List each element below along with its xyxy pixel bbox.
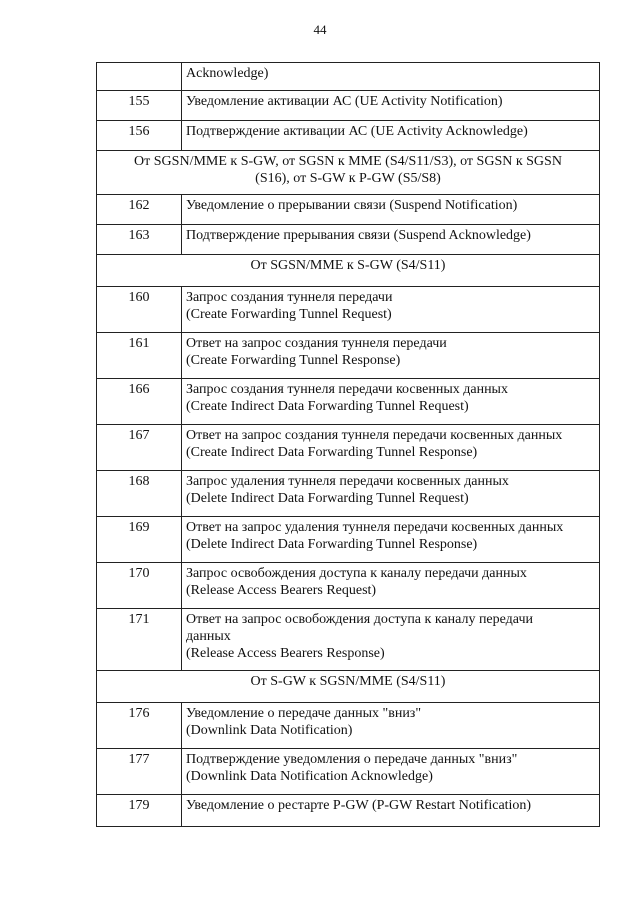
- message-name-line: Подтверждение уведомления о передаче данных "вниз": [186, 752, 518, 767]
- table-row: [97, 195, 600, 225]
- message-name-cell: [182, 91, 600, 121]
- message-name-cell: [182, 287, 600, 333]
- table-row: [97, 471, 600, 517]
- message-name-line: (Release Access Bearers Response): [186, 646, 385, 661]
- section-header: [97, 671, 600, 703]
- message-code-cell: 171: [97, 609, 182, 671]
- table-row: [97, 63, 600, 91]
- table-body: [97, 63, 600, 827]
- message-name-line: (Create Forwarding Tunnel Request): [186, 307, 392, 322]
- message-code-cell: 170: [97, 563, 182, 609]
- section-header-line: От S-GW к SGSN/MME (S4/S11): [250, 674, 446, 689]
- message-name-cell: [182, 609, 600, 671]
- table-row: [97, 795, 600, 827]
- table-row: [97, 563, 600, 609]
- section-header-line: (S16), от S-GW к P-GW (S5/S8): [255, 171, 441, 186]
- message-name-line: Подтверждение прерывания связи (Suspend Acknowledge): [186, 228, 531, 243]
- message-name-cell: [182, 517, 600, 563]
- message-code-cell: 155: [97, 91, 182, 121]
- message-name-cell: [182, 379, 600, 425]
- message-code-cell: 162: [97, 195, 182, 225]
- table-row: [97, 121, 600, 151]
- message-code-cell: 160: [97, 287, 182, 333]
- page-number: 44: [313, 22, 327, 37]
- message-name-cell: [182, 425, 600, 471]
- message-code-cell: 166: [97, 379, 182, 425]
- section-header-row: [97, 671, 600, 703]
- table-row: [97, 517, 600, 563]
- message-name-line: Запрос удаления туннеля передачи косвенных данных: [186, 474, 509, 489]
- message-code-cell: 179: [97, 795, 182, 827]
- message-name-line: Уведомление активации АС (UE Activity Notification): [186, 94, 503, 109]
- table-row: [97, 609, 600, 671]
- message-code-cell: 161: [97, 333, 182, 379]
- message-name-line: (Downlink Data Notification): [186, 723, 353, 738]
- message-code-cell: 167: [97, 425, 182, 471]
- table-row: [97, 749, 600, 795]
- section-header-line: От SGSN/MME к S-GW, от SGSN к MME (S4/S11/S3), от SGSN к SGSN: [134, 154, 562, 169]
- message-name-line: Запрос создания туннеля передачи косвенных данных: [186, 382, 508, 397]
- message-name-line: данных: [186, 629, 231, 644]
- message-name-line: Запрос освобождения доступа к каналу передачи данных: [186, 566, 527, 581]
- message-name-line: (Create Indirect Data Forwarding Tunnel Request): [186, 399, 469, 414]
- message-code-cell: 156: [97, 121, 182, 151]
- section-header-row: [97, 255, 600, 287]
- table-row: [97, 333, 600, 379]
- message-code-cell: [97, 63, 182, 91]
- message-name-line: Запрос создания туннеля передачи: [186, 290, 393, 305]
- message-name-cell: [182, 121, 600, 151]
- message-code-cell: 168: [97, 471, 182, 517]
- table-row: [97, 287, 600, 333]
- message-name-line: Подтверждение активации АС (UE Activity Acknowledge): [186, 124, 528, 139]
- section-header-line: От SGSN/MME к S-GW (S4/S11): [250, 258, 446, 273]
- message-name-cell: [182, 195, 600, 225]
- section-header-row: [97, 151, 600, 195]
- message-name-cell: [182, 563, 600, 609]
- section-header: [97, 151, 600, 195]
- message-name-line: Ответ на запрос удаления туннеля передачи косвенных данных: [186, 520, 564, 535]
- message-name-line: Ответ на запрос создания туннеля передачи: [186, 336, 447, 351]
- message-name-line: (Release Access Bearers Request): [186, 583, 377, 598]
- message-code-cell: 177: [97, 749, 182, 795]
- table-row: [97, 91, 600, 121]
- message-name-line: Уведомление о рестарте P-GW (P-GW Restart Notification): [186, 798, 532, 813]
- message-name-cell: [182, 703, 600, 749]
- table-row: [97, 425, 600, 471]
- message-name-line: Ответ на запрос создания туннеля передачи косвенных данных: [186, 428, 563, 443]
- message-name-line: (Downlink Data Notification Acknowledge): [186, 769, 433, 784]
- message-type-table: [96, 62, 600, 827]
- message-name-line: Уведомление о прерывании связи (Suspend Notification): [186, 198, 518, 213]
- message-code-cell: 176: [97, 703, 182, 749]
- message-name-cell: [182, 225, 600, 255]
- message-name-cell: [182, 471, 600, 517]
- message-name-cell: [182, 795, 600, 827]
- message-name-cell: [182, 749, 600, 795]
- message-code-cell: 169: [97, 517, 182, 563]
- message-name-line: Acknowledge): [186, 66, 269, 81]
- message-name-line: (Delete Indirect Data Forwarding Tunnel Response): [186, 537, 478, 552]
- message-name-line: Уведомление о передаче данных "вниз": [186, 706, 422, 721]
- table-row: [97, 379, 600, 425]
- message-code-cell: 163: [97, 225, 182, 255]
- section-header: [97, 255, 600, 287]
- table-row: [97, 703, 600, 749]
- message-name-line: (Create Forwarding Tunnel Response): [186, 353, 401, 368]
- message-name-cell: [182, 63, 600, 91]
- table-row: [97, 225, 600, 255]
- message-name-line: (Delete Indirect Data Forwarding Tunnel Request): [186, 491, 469, 506]
- message-name-cell: [182, 333, 600, 379]
- message-name-line: Ответ на запрос освобождения доступа к каналу передачи: [186, 612, 533, 627]
- message-name-line: (Create Indirect Data Forwarding Tunnel Response): [186, 445, 478, 460]
